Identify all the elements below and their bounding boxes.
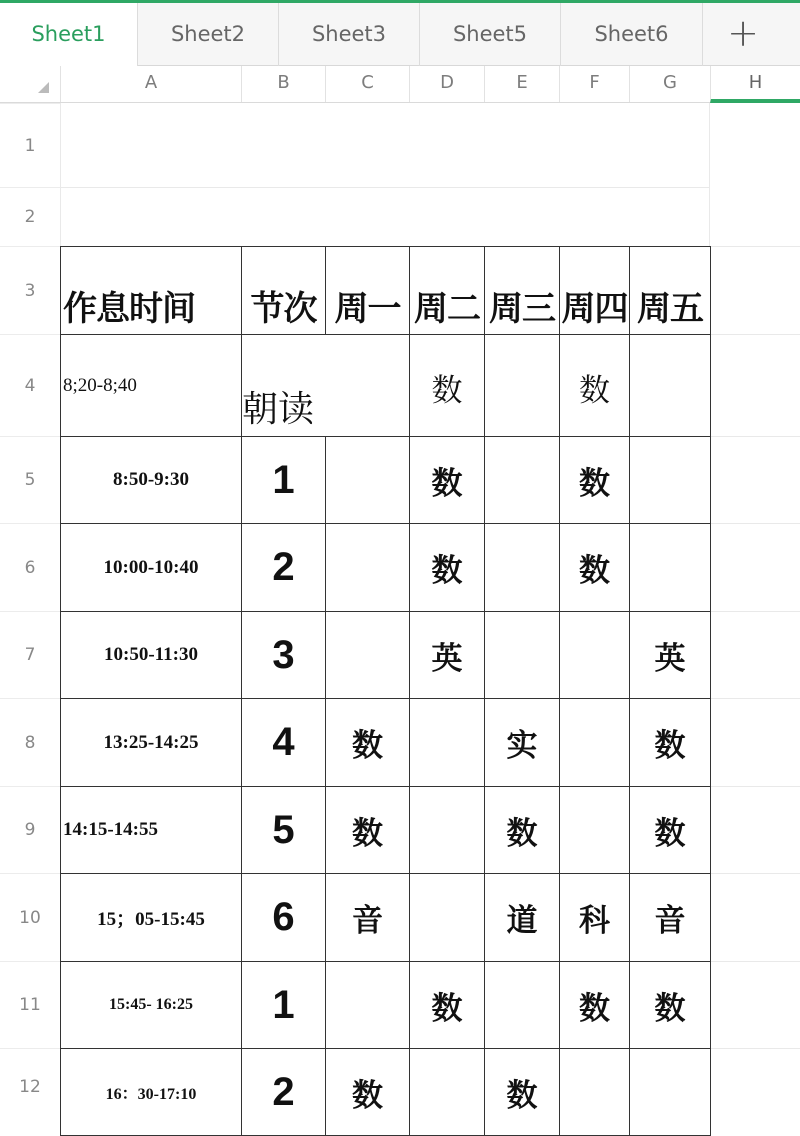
cell-a12-time[interactable]: 16：30-17:10 [60,1048,242,1136]
cell-a4-time[interactable]: 8;20-8;40 [60,334,242,437]
cell-c10[interactable]: 音 [325,873,410,962]
cell-c8[interactable]: 数 [325,698,410,787]
gridline [710,698,800,699]
cell-b10-period[interactable]: 6 [241,873,326,962]
cell-a3-time-header[interactable]: 作息时间 [60,246,242,335]
gridline [710,334,800,335]
gridline [710,436,800,437]
cell-a11-time[interactable]: 15:45- 16:25 [60,961,242,1049]
row-header-4[interactable]: 4 [0,334,60,436]
tab-sheet5[interactable]: Sheet5 [420,3,561,66]
cell-e12[interactable]: 数 [484,1048,560,1136]
column-header-c[interactable]: C [325,66,409,102]
cell-a5-time[interactable]: 8:50-9:30 [60,436,242,524]
cell-d9[interactable] [409,786,485,874]
cell-d8[interactable] [409,698,485,787]
cell-g3-day-header[interactable]: 周五 [629,246,711,335]
cell-d3-day-header[interactable]: 周二 [409,246,485,335]
cell-g7[interactable]: 英 [629,611,711,699]
cell-b9-period[interactable]: 5 [241,786,326,874]
column-header-d[interactable]: D [409,66,484,102]
cell-e6[interactable] [484,523,560,612]
gridline [710,246,800,247]
column-header-b[interactable]: B [241,66,325,102]
cell-f12[interactable] [559,1048,630,1136]
tab-sheet3[interactable]: Sheet3 [279,3,420,66]
cell-e4[interactable] [484,334,560,437]
cell-g8[interactable]: 数 [629,698,711,787]
cell-g10[interactable]: 音 [629,873,711,962]
cell-f9[interactable] [559,786,630,874]
gridline [709,103,710,246]
cell-d10[interactable] [409,873,485,962]
cell-f4[interactable]: 数 [559,334,630,437]
cell-f3-day-header[interactable]: 周四 [559,246,630,335]
cell-g6[interactable] [629,523,711,612]
cell-c12[interactable]: 数 [325,1048,410,1136]
gridline [710,523,800,524]
gridline [710,961,800,962]
cell-b4-morning-read[interactable]: 朝读 [241,334,410,437]
cell-e10[interactable]: 道 [484,873,560,962]
cell-d7[interactable]: 英 [409,611,485,699]
cell-f6[interactable]: 数 [559,523,630,612]
cell-b5-period[interactable]: 1 [241,436,326,524]
cell-g9[interactable]: 数 [629,786,711,874]
cell-a10-time[interactable]: 15；05-15:45 [60,873,242,962]
column-header-e[interactable]: E [484,66,559,102]
cell-c6[interactable] [325,523,410,612]
cell-b12-period[interactable]: 2 [241,1048,326,1136]
tab-sheet1[interactable]: Sheet1 [0,3,138,66]
row-header-8[interactable]: 8 [0,698,60,786]
gridline [60,187,710,188]
cell-b7-period[interactable]: 3 [241,611,326,699]
cell-a6-time[interactable]: 10:00-10:40 [60,523,242,612]
cell-f5[interactable]: 数 [559,436,630,524]
cell-e3-day-header[interactable]: 周三 [484,246,560,335]
row-header-2[interactable]: 2 [0,187,60,246]
row-header-9[interactable]: 9 [0,786,60,873]
cell-f8[interactable] [559,698,630,787]
row-header-6[interactable]: 6 [0,523,60,611]
cell-a9-time[interactable]: 14:15-14:55 [60,786,242,874]
cell-b11-period[interactable]: 1 [241,961,326,1049]
cell-c11[interactable] [325,961,410,1049]
cell-f10[interactable]: 科 [559,873,630,962]
cell-a8-time[interactable]: 13:25-14:25 [60,698,242,787]
gridline [710,873,800,874]
cell-g12[interactable] [629,1048,711,1136]
column-header-f[interactable]: F [559,66,629,102]
column-header-bar [0,66,800,103]
cell-d5[interactable]: 数 [409,436,485,524]
cell-d6[interactable]: 数 [409,523,485,612]
cell-g4[interactable] [629,334,711,437]
gridline [710,611,800,612]
gridline [710,786,800,787]
cell-b8-period[interactable]: 4 [241,698,326,787]
add-sheet-icon[interactable]: + [727,11,759,55]
cell-e9[interactable]: 数 [484,786,560,874]
gridline [710,1048,800,1049]
column-header-g[interactable]: G [629,66,710,102]
cell-e5[interactable] [484,436,560,524]
row-header-3[interactable]: 3 [0,246,60,334]
row-header-1[interactable]: 1 [0,103,60,187]
cell-f11[interactable]: 数 [559,961,630,1049]
select-all-icon [38,82,49,93]
cell-b3-period-header[interactable]: 节次 [241,246,326,335]
row-header-12[interactable]: 12 [0,1048,60,1124]
cell-b6-period[interactable]: 2 [241,523,326,612]
row-header-7[interactable]: 7 [0,611,60,698]
cell-g5[interactable] [629,436,711,524]
sheet-tab-bar [0,0,800,66]
tab-sheet2[interactable]: Sheet2 [138,3,279,66]
cell-f7[interactable] [559,611,630,699]
cell-c5[interactable] [325,436,410,524]
column-header-h[interactable]: H [710,66,800,103]
cell-e8[interactable]: 实 [484,698,560,787]
cell-e7[interactable] [484,611,560,699]
cell-d11[interactable]: 数 [409,961,485,1049]
row-header-11[interactable]: 11 [0,961,60,1048]
tab-sheet6[interactable]: Sheet6 [561,3,703,66]
column-header-a[interactable]: A [60,66,241,102]
cell-a7-time[interactable]: 10:50-11:30 [60,611,242,699]
cell-c7[interactable] [325,611,410,699]
gridline [60,103,61,246]
cell-d12[interactable] [409,1048,485,1136]
cell-e11[interactable] [484,961,560,1049]
cell-d4[interactable]: 数 [409,334,485,437]
cell-c9[interactable]: 数 [325,786,410,874]
select-all-corner[interactable] [0,66,60,102]
cell-c3-day-header[interactable]: 周一 [325,246,410,335]
row-header-5[interactable]: 5 [0,436,60,523]
row-header-10[interactable]: 10 [0,873,60,961]
cell-g11[interactable]: 数 [629,961,711,1049]
